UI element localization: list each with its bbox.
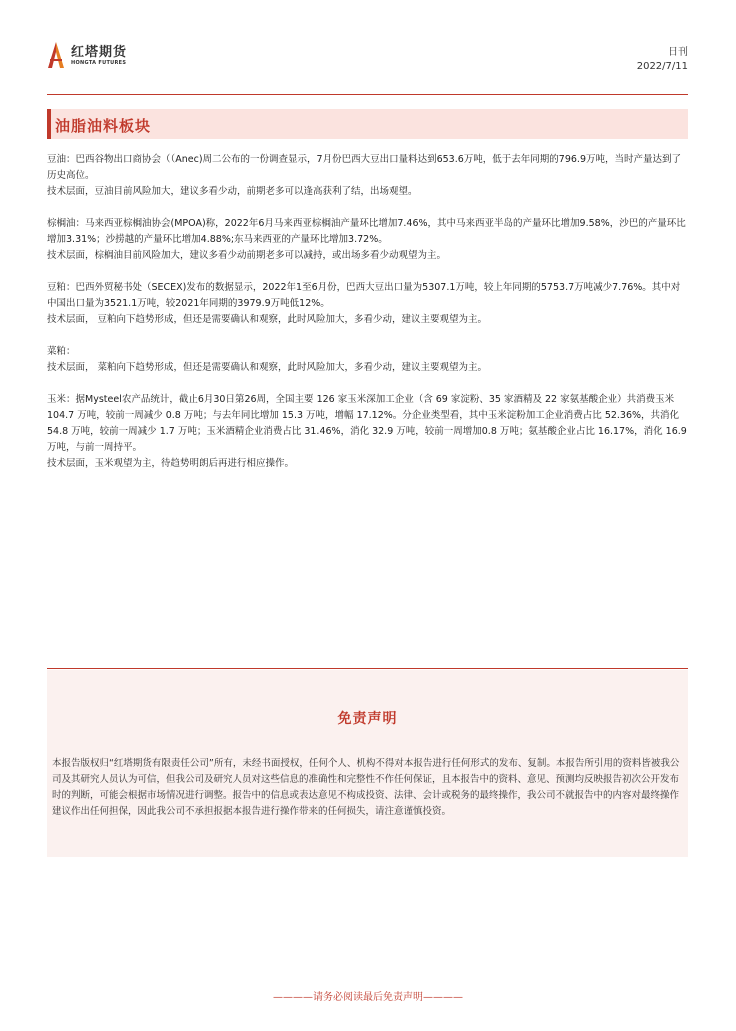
- logo-chinese-name: 红塔期货: [71, 44, 128, 60]
- section-accent-bar: [47, 109, 51, 139]
- paragraph-text: 技术层面，豆油目前风险加大，建议多看少动，前期老多可以逢高获利了结，出场观望。: [47, 186, 418, 197]
- paragraph-text: 技术层面， 菜粕向下趋势形成，但还是需要确认和观察，此时风险加大，多看少动，建议主要观望为主。: [47, 362, 488, 373]
- paragraph-text: 棕榈油：马来西亚棕榈油协会(MPOA)称，2022年6月马来西亚棕榈油产量环比增加7.46%，其中马来西亚半岛的产量环比增加9.58%，沙巴的产量环比增加3.31%；沙捞越的产量环比增加4.88%;东马来西亚的产量环比增加3.72%。: [47, 218, 686, 245]
- paragraph-text: 豆粕：巴西外贸秘书处（SECEX)发布的数据显示，2022年1至6月份，巴西大豆出口量为5307.1万吨，较上年同期的5753.7万吨减少7.76%。其中对中国出口量为3521.1万吨，较2021年同期的3979.9万吨低12%。: [47, 282, 681, 309]
- paragraph-text: 玉米：据Mysteel农产品统计，截止6月30日第26周，全国主要 126 家玉米深加工企业（含 69 家淀粉、35 家酒精及 22 家氨基酸企业）共消费玉米 104.7 万吨，较前一周减少 0.8 万吨；与去年同比增加 15.3 万吨，增幅 17.12%。分企业类型看，其中玉米淀粉加工企业消费占比 52.36%，共消化 54.8 万吨，较前一周减少 1.7 万吨；玉米酒精企业消费占比 31.46%，消化 32.9 万吨，较前一周增加0.8 万吨；氨基酸企业占比 16.17%，消化 16.9 万吨，与前一周持平。: [47, 394, 687, 453]
- tower-logo-icon: [45, 42, 67, 70]
- paragraph-text: 技术层面， 豆粕向下趋势形成，但还是需要确认和观察，此时风险加大，多看少动，建议主要观望为主。: [47, 314, 488, 325]
- footer-notice: ————请务必阅读最后免责声明————: [273, 992, 463, 1003]
- disclaimer-box: [47, 670, 688, 857]
- paragraph-soybean-oil: [47, 152, 688, 200]
- report-date: 2022/7/11: [636, 61, 688, 72]
- paragraph-rapeseed-meal: [47, 344, 688, 376]
- paragraph-text: 技术层面，玉米观望为主，待趋势明朗后再进行相应操作。: [47, 458, 295, 469]
- paragraph-soybean-meal: [47, 280, 688, 328]
- logo-english-name: HONGTA FUTURES: [71, 59, 127, 66]
- report-content: [47, 152, 688, 488]
- paragraph-text: 菜粕：: [47, 346, 76, 357]
- paragraph-palm-oil: [47, 216, 688, 264]
- header-divider: [47, 94, 688, 95]
- disclaimer-text: 本报告版权归“红塔期货有限责任公司”所有，未经书面授权，任何个人、机构不得对本报告进行任何形式的发布、复制。本报告所引用的资料皆被我公司及其研究人员认为可信，但我公司及研究人员对这些信息的准确性和完整性不作任何保证，且本报告中的资料、意见、预测均反映报告初次公开发布时的判断，可能会根据市场情况进行调整。报告中的信息或表达意见不构成投资、法律、会计或税务的最终操作，我公司不就报告中的内容对最终操作建议作出任何担保，因此我公司不承担报据本报告进行操作带来的任何损失，请注意谨慎投资。: [52, 758, 680, 817]
- disclaimer-title: 免责声明: [337, 711, 398, 727]
- report-type: 日刊: [668, 47, 688, 58]
- company-logo: [45, 42, 127, 70]
- paragraph-text: 技术层面，棕榈油目前风险加大，建议多看少动前期老多可以减持，或出场多看少动观望为主。: [47, 250, 447, 261]
- paragraph-corn: [47, 392, 688, 472]
- disclaimer-divider: [47, 668, 688, 669]
- paragraph-text: 豆油：巴西谷物出口商协会（（Anec)周二公布的一份调查显示，7月份巴西大豆出口量料达到653.6万吨，低于去年同期的796.9万吨，当时产量达到了历史高位。: [47, 154, 681, 181]
- section-title: 油脂油料板块: [55, 117, 152, 135]
